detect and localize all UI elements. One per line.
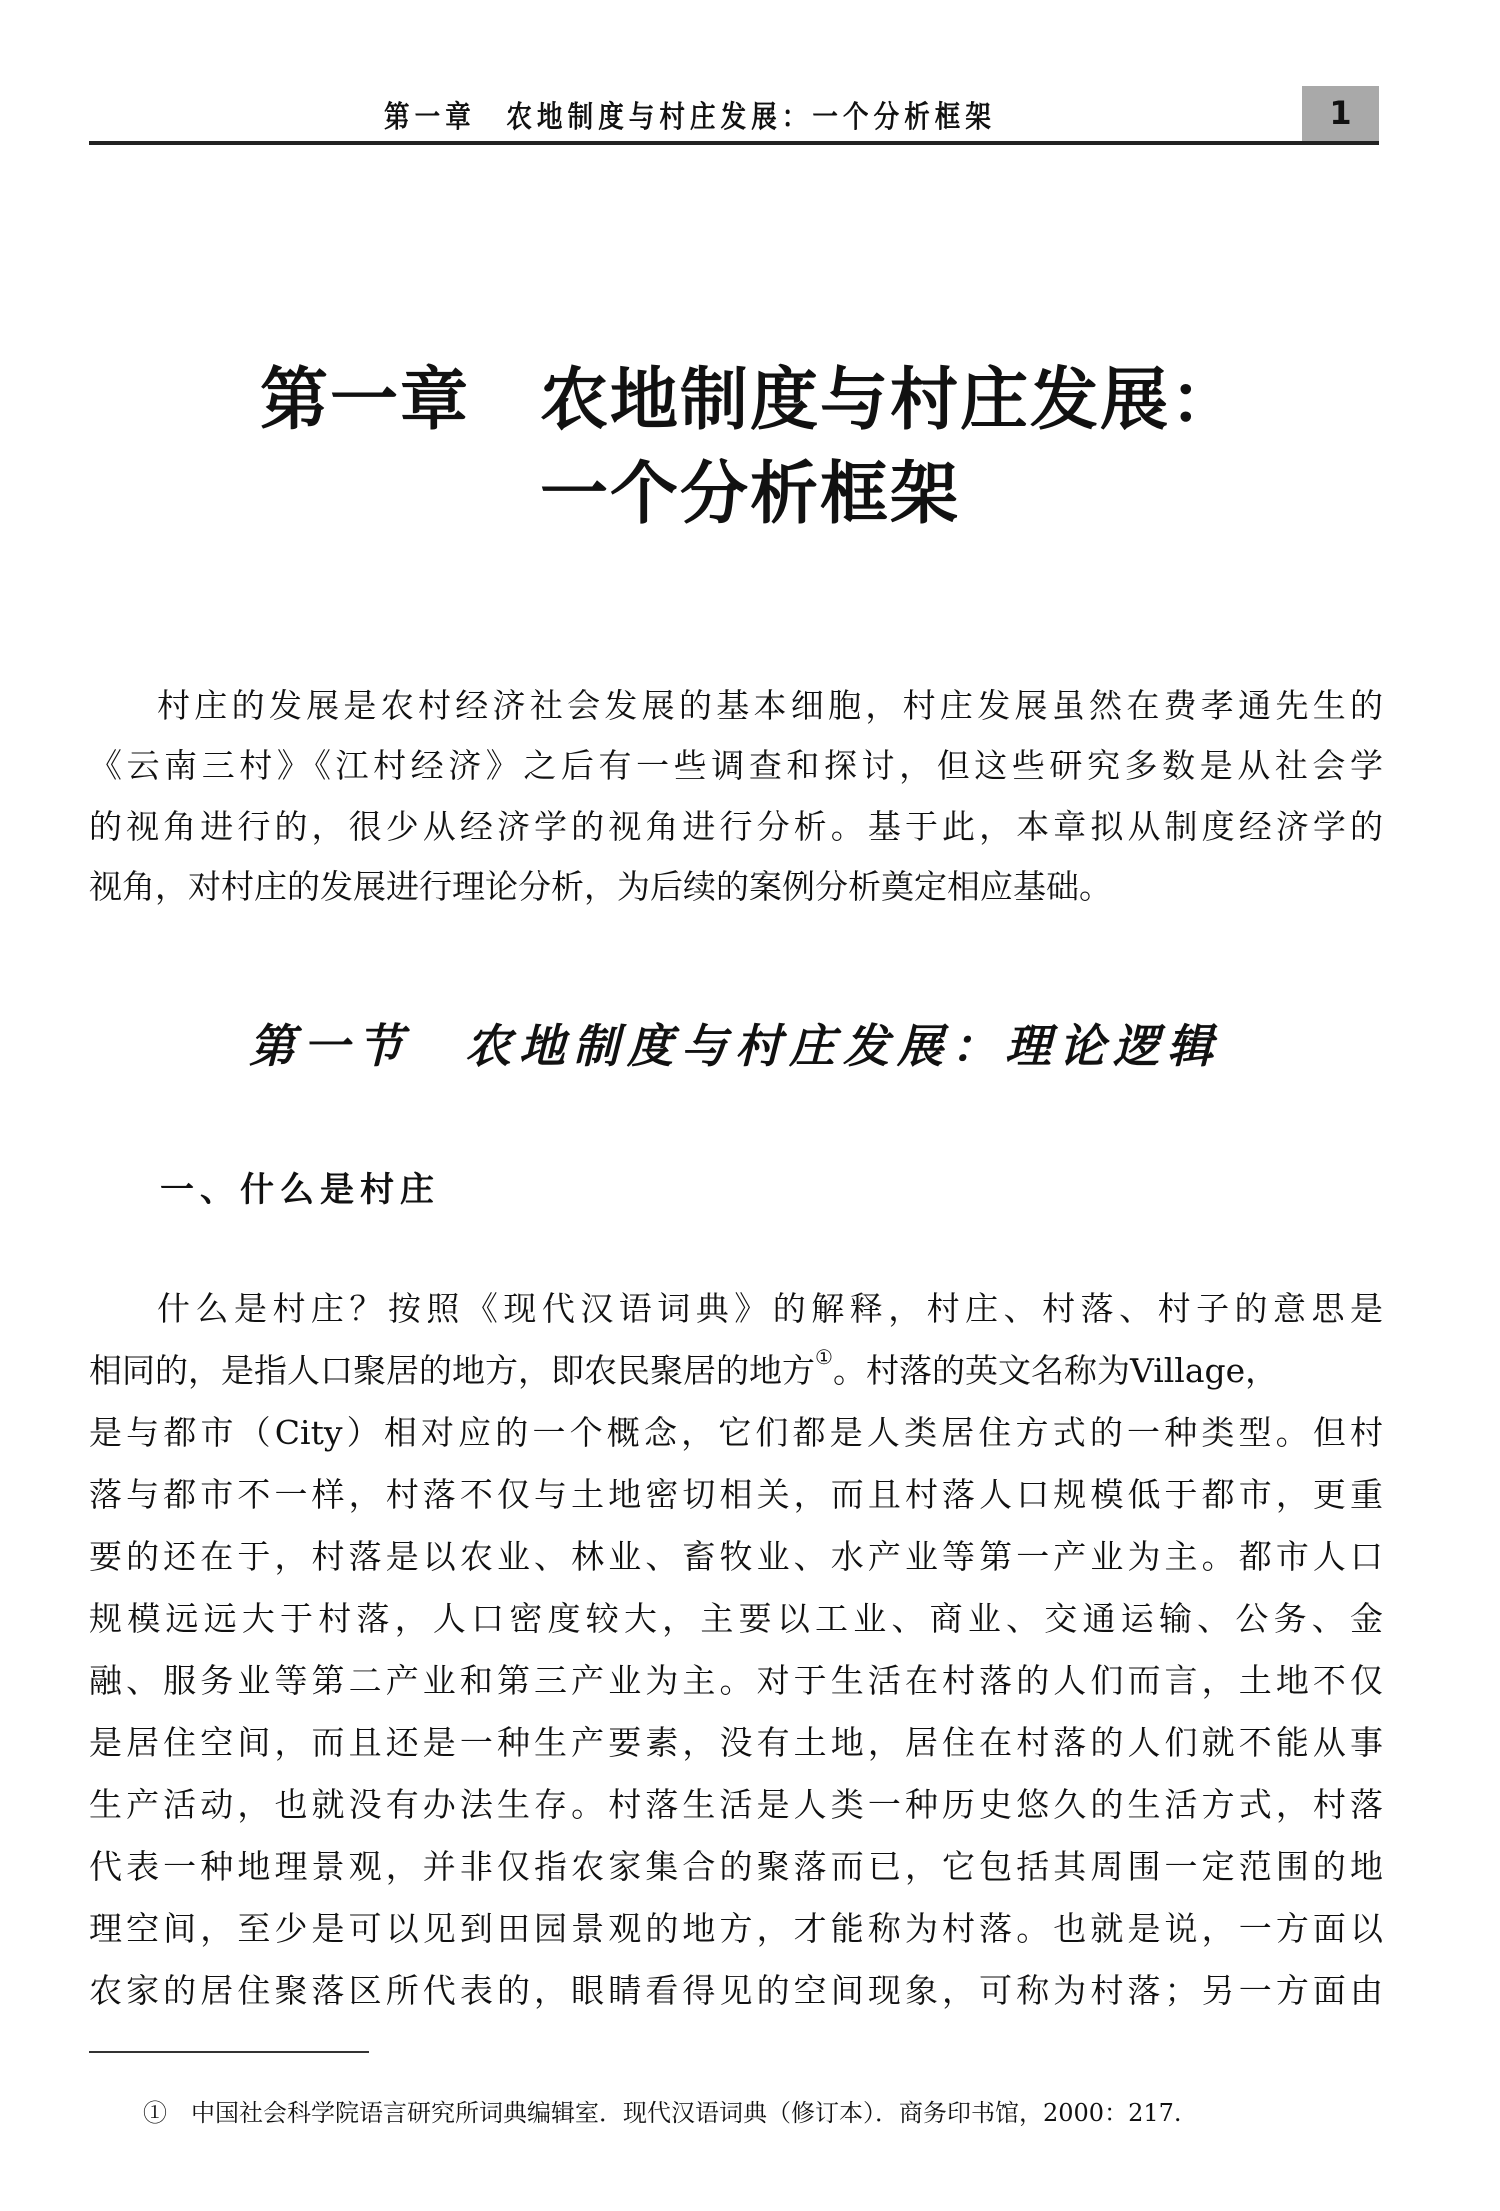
running-header-title: 第一章 农地制度与村庄发展：一个分析框架 (384, 100, 996, 135)
footnote-ref[interactable]: ① (815, 1345, 833, 1369)
footnote-rule (89, 2051, 369, 2053)
paragraph-line: 生产活动，也就没有办法生存。村落生活是人类一种历史悠久的生活方式，村落 (89, 1785, 1383, 1824)
chapter-title-line-2: 一个分析框架 (539, 454, 960, 534)
paragraph-line: 农家的居住聚落区所代表的，眼睛看得见的空间现象，可称为村落；另一方面由 (89, 1971, 1383, 2010)
page-number: 1 (1329, 94, 1352, 132)
header-rule (89, 141, 1379, 145)
paragraph-line (89, 1345, 1383, 1392)
paragraph-line: 融、服务业等第二产业和第三产业为主。对于生活在村落的人们而言，土地不仅 (89, 1661, 1383, 1700)
paragraph-line: 的视角进行的，很少从经济学的视角进行分析。基于此，本章拟从制度经济学的 (89, 807, 1383, 846)
text: 相同的，是指人口聚居的地方，即农民聚居的地方 (89, 1351, 815, 1390)
paragraph-line: 要的还在于，村落是以农业、林业、畜牧业、水产业等第一产业为主。都市人口 (89, 1537, 1383, 1576)
paragraph-line: 规模远远大于村落，人口密度较大，主要以工业、商业、交通运输、公务、金 (89, 1599, 1383, 1638)
paragraph-line: 是与都市（City）相对应的一个概念，它们都是人类居住方式的一种类型。但村 (89, 1413, 1383, 1452)
paragraph-line: 落与都市不一样，村落不仅与土地密切相关，而且村落人口规模低于都市，更重 (89, 1475, 1383, 1514)
paragraph-line: 是居住空间，而且还是一种生产要素，没有土地，居住在村落的人们就不能从事 (89, 1723, 1383, 1762)
subsection-title: 一、什么是村庄 (160, 1170, 440, 1210)
text: 。村落的英文名称为Village， (832, 1351, 1279, 1390)
paragraph-line: 代表一种地理景观，并非仅指农家集合的聚落而已，它包括其周围一定范围的地 (89, 1847, 1383, 1886)
footnote: ① 中国社会科学院语言研究所词典编辑室．现代汉语词典（修订本）．商务印书馆，2000：217. (143, 2099, 1182, 2127)
chapter-title-line-1: 第一章 农地制度与村庄发展： (259, 360, 1240, 440)
paragraph-line: 什么是村庄？按照《现代汉语词典》的解释，村庄、村落、村子的意思是 (157, 1289, 1383, 1328)
paragraph-line: 理空间，至少是可以见到田园景观的地方，才能称为村落。也就是说，一方面以 (89, 1909, 1383, 1948)
paragraph-line: 《云南三村》《江村经济》之后有一些调查和探讨，但这些研究多数是从社会学 (89, 746, 1383, 785)
paragraph-line: 视角，对村庄的发展进行理论分析，为后续的案例分析奠定相应基础。 (89, 867, 1112, 906)
section-title: 第一节 农地制度与村庄发展：理论逻辑 (249, 1019, 1221, 1073)
paragraph-line: 村庄的发展是农村经济社会发展的基本细胞，村庄发展虽然在费孝通先生的 (157, 686, 1383, 725)
